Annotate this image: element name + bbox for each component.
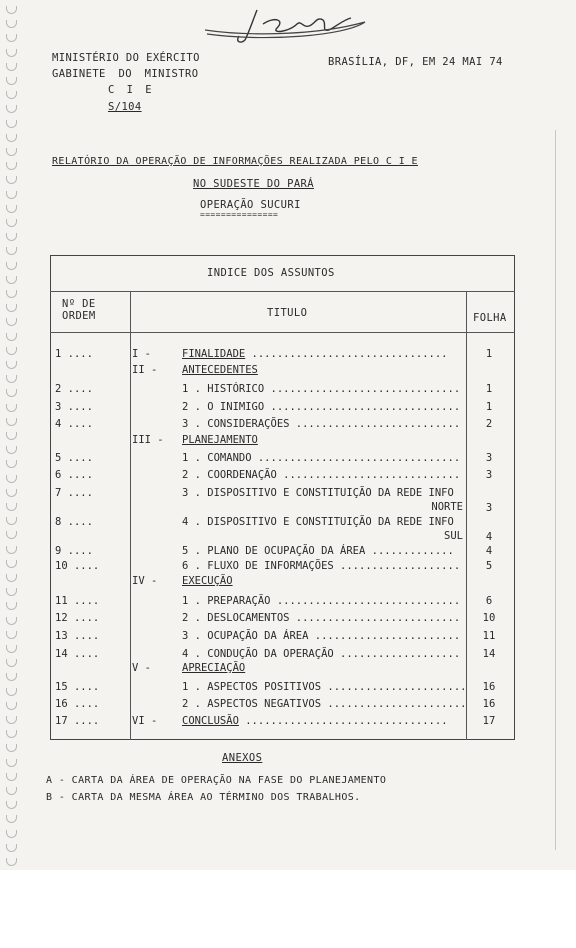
section-numeral: V - bbox=[132, 662, 151, 674]
section-title-word: CONCLUSÃO bbox=[182, 715, 239, 727]
page-number: 2 bbox=[485, 418, 493, 430]
binding-hole bbox=[6, 560, 17, 568]
row-number: 1 .... bbox=[55, 348, 93, 360]
page-number: 16 bbox=[482, 698, 496, 710]
binding-hole bbox=[6, 688, 17, 696]
row-number: 12 .... bbox=[55, 612, 100, 624]
binding-hole bbox=[6, 418, 17, 426]
section-title-word: EXECUÇÃO bbox=[182, 575, 233, 587]
report-title: RELATÓRIO DA OPERAÇÃO DE INFORMAÇÕES REALIZADA PELO C I E bbox=[52, 156, 418, 167]
page-number: 1 bbox=[485, 348, 493, 360]
section-title-word: PLANEJAMENTO bbox=[182, 434, 258, 446]
binding-hole bbox=[6, 389, 17, 397]
index-row bbox=[55, 648, 515, 663]
row-number: 16 .... bbox=[55, 698, 100, 710]
binding-hole bbox=[6, 659, 17, 667]
binding-hole bbox=[6, 716, 17, 724]
row-number: 2 .... bbox=[55, 383, 93, 395]
operation-double-rule: =============== bbox=[200, 210, 279, 219]
binding-hole bbox=[6, 77, 17, 85]
page-number: 3 bbox=[485, 452, 493, 464]
index-row bbox=[55, 560, 515, 575]
page-number: 3 bbox=[485, 502, 493, 514]
binding-hole bbox=[6, 702, 17, 710]
binding-hole bbox=[6, 120, 17, 128]
index-heading: INDICE DOS ASSUNTOS bbox=[207, 267, 335, 279]
ministry-name: MINISTÉRIO DO EXÉRCITO bbox=[52, 52, 200, 64]
annex-b: B - CARTA DA MESMA ÁREA AO TÉRMINO DOS TRABALHOS. bbox=[46, 792, 361, 803]
row-number: 14 .... bbox=[55, 648, 100, 660]
binding-hole bbox=[6, 503, 17, 511]
item-title: 3 . DISPOSITIVO E CONSTITUIÇÃO DA REDE INFO bbox=[182, 487, 454, 499]
binding-hole bbox=[6, 34, 17, 42]
binding-hole bbox=[6, 489, 17, 497]
index-row bbox=[55, 715, 515, 730]
operation-name: OPERAÇÃO SUCURI bbox=[200, 199, 301, 211]
index-row bbox=[55, 364, 515, 379]
column-title: TITULO bbox=[267, 307, 308, 319]
row-number: 17 .... bbox=[55, 715, 100, 727]
section-numeral: III - bbox=[132, 434, 164, 446]
binding-hole bbox=[6, 730, 17, 738]
section-numeral: I - bbox=[132, 348, 151, 360]
binding-hole bbox=[6, 404, 17, 412]
binding-hole bbox=[6, 304, 17, 312]
binding-hole bbox=[6, 531, 17, 539]
annexes-heading: ANEXOS bbox=[222, 752, 263, 764]
item-title: 3 . OCUPAÇÃO DA ÁREA ....................... bbox=[182, 630, 461, 642]
row-number: 13 .... bbox=[55, 630, 100, 642]
binding-hole bbox=[6, 91, 17, 99]
item-title-continuation: NORTE bbox=[431, 501, 463, 513]
section-numeral: VI - bbox=[132, 715, 158, 727]
annex-a: A - CARTA DA ÁREA DE OPERAÇÃO NA FASE DO PLANEJAMENTO bbox=[46, 775, 387, 786]
binding-hole bbox=[6, 276, 17, 284]
binding-hole bbox=[6, 375, 17, 383]
row-number: 15 .... bbox=[55, 681, 100, 693]
binding-hole bbox=[6, 347, 17, 355]
index-row bbox=[55, 698, 515, 713]
binding-hole bbox=[6, 744, 17, 752]
page-number: 3 bbox=[485, 469, 493, 481]
index-row bbox=[55, 545, 515, 560]
section-title: CONCLUSÃO ................................ bbox=[182, 715, 448, 727]
binding-hole bbox=[6, 49, 17, 57]
binding-hole bbox=[6, 262, 17, 270]
binding-hole bbox=[6, 148, 17, 156]
index-row bbox=[55, 575, 515, 590]
binding-hole bbox=[6, 588, 17, 596]
binding-hole bbox=[6, 247, 17, 255]
item-title: 2 . O INIMIGO .............................. bbox=[182, 401, 461, 413]
item-title: 2 . ASPECTOS NEGATIVOS ...................... bbox=[182, 698, 467, 710]
item-title: 5 . PLANO DE OCUPAÇÃO DA ÁREA ............. bbox=[182, 545, 454, 557]
binding-hole bbox=[6, 20, 17, 28]
section-title-word: ANTECEDENTES bbox=[182, 364, 258, 376]
section-title bbox=[182, 662, 245, 674]
item-title: 3 . CONSIDERAÇÕES .......................... bbox=[182, 418, 461, 430]
section-title-word: FINALIDADE bbox=[182, 348, 246, 360]
binding-hole bbox=[6, 176, 17, 184]
page-number: 10 bbox=[482, 612, 496, 624]
page-number: 14 bbox=[482, 648, 496, 660]
page-number: 6 bbox=[485, 595, 493, 607]
section-title-word: APRECIAÇÃO bbox=[182, 662, 246, 674]
binding-hole bbox=[6, 517, 17, 525]
binding-hole bbox=[6, 830, 17, 838]
item-title-continuation: SUL bbox=[444, 530, 463, 542]
page-number: 17 bbox=[482, 715, 496, 727]
section-title: FINALIDADE ............................... bbox=[182, 348, 448, 360]
binding-hole bbox=[6, 787, 17, 795]
index-row bbox=[55, 418, 515, 433]
scan-margin bbox=[0, 870, 576, 948]
binding-hole bbox=[6, 432, 17, 440]
binding-holes bbox=[4, 0, 22, 860]
page-edge-shadow bbox=[555, 130, 556, 850]
binding-hole bbox=[6, 162, 17, 170]
binding-hole bbox=[6, 333, 17, 341]
row-number: 9 .... bbox=[55, 545, 93, 557]
row-number: 6 .... bbox=[55, 469, 93, 481]
row-number: 8 .... bbox=[55, 516, 93, 528]
column-page: FOLHA bbox=[473, 312, 507, 324]
binding-hole bbox=[6, 645, 17, 653]
binding-hole bbox=[6, 191, 17, 199]
binding-hole bbox=[6, 546, 17, 554]
page-number: 4 bbox=[485, 531, 493, 543]
index-row bbox=[55, 348, 515, 363]
signature-scribble bbox=[205, 2, 375, 50]
binding-hole bbox=[6, 63, 17, 71]
binding-hole bbox=[6, 134, 17, 142]
index-row bbox=[55, 516, 515, 543]
binding-hole bbox=[6, 759, 17, 767]
index-row bbox=[55, 469, 515, 484]
item-title: 4 . CONDUÇÃO DA OPERAÇÃO ................... bbox=[182, 648, 461, 660]
index-row bbox=[55, 452, 515, 467]
page-number: 5 bbox=[485, 560, 493, 572]
row-number: 7 .... bbox=[55, 487, 93, 499]
row-number: 4 .... bbox=[55, 418, 93, 430]
index-row bbox=[55, 487, 515, 514]
binding-hole bbox=[6, 631, 17, 639]
binding-hole bbox=[6, 617, 17, 625]
cabinet-name: GABINETE DO MINISTRO bbox=[52, 68, 199, 80]
page-number: 11 bbox=[482, 630, 496, 642]
index-row bbox=[55, 434, 515, 449]
binding-hole bbox=[6, 815, 17, 823]
binding-hole bbox=[6, 6, 17, 14]
binding-hole bbox=[6, 801, 17, 809]
item-title: 6 . FLUXO DE INFORMAÇÕES ................... bbox=[182, 560, 461, 572]
unit-name: C I E bbox=[108, 84, 155, 96]
binding-hole bbox=[6, 205, 17, 213]
section-numeral: II - bbox=[132, 364, 158, 376]
section-numeral: IV - bbox=[132, 575, 158, 587]
binding-hole bbox=[6, 290, 17, 298]
binding-hole bbox=[6, 673, 17, 681]
section-title bbox=[182, 575, 233, 587]
index-row bbox=[55, 612, 515, 627]
binding-hole bbox=[6, 844, 17, 852]
index-row bbox=[55, 681, 515, 696]
table-rule bbox=[50, 291, 515, 292]
binding-hole bbox=[6, 574, 17, 582]
binding-hole bbox=[6, 773, 17, 781]
binding-hole bbox=[6, 475, 17, 483]
column-order-line1: Nº DE bbox=[62, 298, 96, 310]
index-row bbox=[55, 383, 515, 398]
item-title: 1 . ASPECTOS POSITIVOS ...................... bbox=[182, 681, 467, 693]
item-title: 1 . HISTÓRICO .............................. bbox=[182, 383, 461, 395]
page-number: 4 bbox=[485, 545, 493, 557]
table-rule bbox=[50, 332, 515, 333]
binding-hole bbox=[6, 460, 17, 468]
column-order-line2: ORDEM bbox=[62, 310, 96, 322]
page-number: 1 bbox=[485, 401, 493, 413]
row-number: 11 .... bbox=[55, 595, 100, 607]
item-title: 4 . DISPOSITIVO E CONSTITUIÇÃO DA REDE INFO bbox=[182, 516, 454, 528]
row-number: 5 .... bbox=[55, 452, 93, 464]
item-title: 1 . PREPARAÇÃO ............................. bbox=[182, 595, 461, 607]
index-row bbox=[55, 630, 515, 645]
index-row bbox=[55, 662, 515, 677]
report-subtitle: NO SUDESTE DO PARÁ bbox=[193, 178, 314, 190]
binding-hole bbox=[6, 233, 17, 241]
row-number: 3 .... bbox=[55, 401, 93, 413]
page-number: 1 bbox=[485, 383, 493, 395]
item-title: 1 . COMANDO ................................ bbox=[182, 452, 461, 464]
index-row bbox=[55, 595, 515, 610]
place-date: BRASÍLIA, DF, EM 24 MAI 74 bbox=[328, 56, 503, 68]
binding-hole bbox=[6, 219, 17, 227]
document-ref: S/104 bbox=[108, 101, 142, 113]
row-number: 10 .... bbox=[55, 560, 100, 572]
binding-hole bbox=[6, 318, 17, 326]
section-title bbox=[182, 434, 258, 446]
binding-hole bbox=[6, 105, 17, 113]
index-row bbox=[55, 401, 515, 416]
page-number: 16 bbox=[482, 681, 496, 693]
item-title: 2 . COORDENAÇÃO ............................ bbox=[182, 469, 461, 481]
binding-hole bbox=[6, 602, 17, 610]
item-title: 2 . DESLOCAMENTOS .......................... bbox=[182, 612, 461, 624]
binding-hole bbox=[6, 446, 17, 454]
section-title bbox=[182, 364, 258, 376]
binding-hole bbox=[6, 361, 17, 369]
